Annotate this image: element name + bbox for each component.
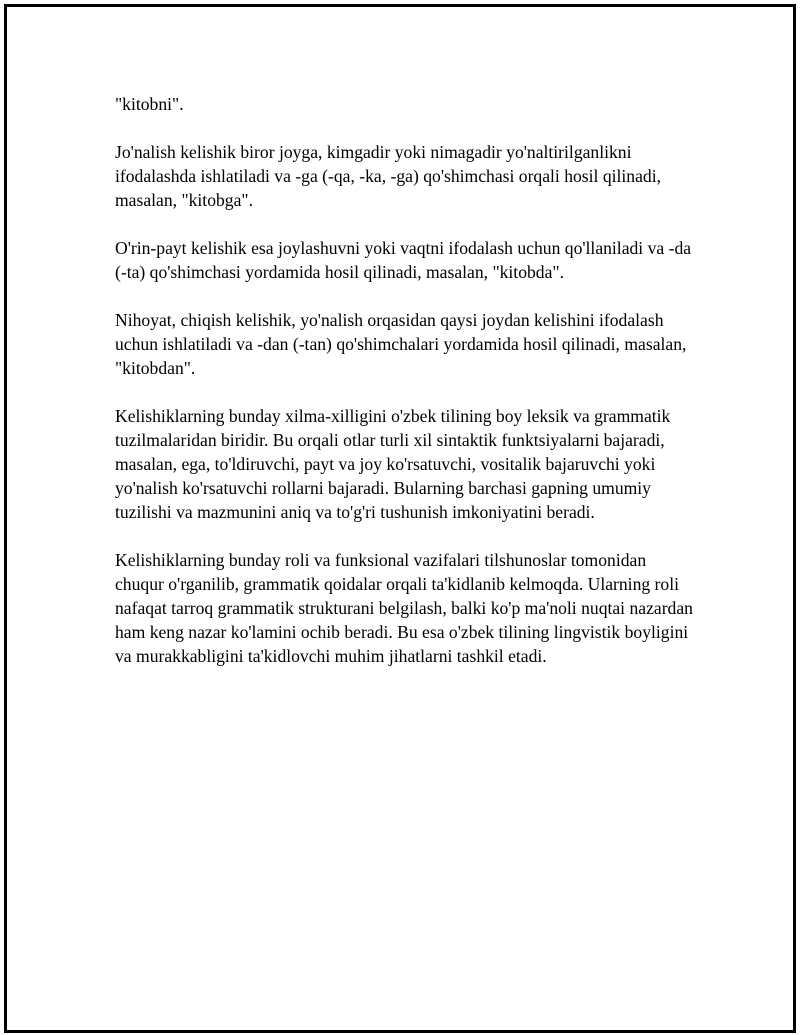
paragraph-kelishiklar-roli: Kelishiklarning bunday roli va funksional vazifalari tilshunoslar tomonidan chuqur o'rganilib, grammatik qoidalar orqali ta'kidlanib kelmoqda. Ularning roli nafaqat tarroq grammatik strukturani belgilash, balki ko'p ma'noli nuqtai nazardan ham keng nazar ko'lamini ochib beradi. Bu esa o'zbek tilining lingvistik boyligini va murakkabligini ta'kidlovchi muhim jihatlarni tashkil etadi. xyxy=(115,550,693,666)
paragraph-chiqish-kelishik: Nihoyat, chiqish kelishik, yo'nalish orqasidan qaysi joydan kelishini ifodalash uchun ishlatiladi va -dan (-tan) qo'shimchalari yordamida hosil qilinadi, masalan, "kitobdan". xyxy=(115,310,687,378)
document-body xyxy=(115,92,695,692)
paragraph-kelishiklar-xilma-xilligi: Kelishiklarning bunday xilma-xilligini o'zbek tilining boy leksik va grammatik tuzilmalaridan biridir. Bu orqali otlar turli xil sintaktik funktsiyalarni bajaradi, masalan, ega, to'ldiruvchi, payt va joy ko'rsatuvchi, vositalik bajaruvchi yoki yo'nalish ko'rsatuvchi rollarni bajaradi. Bularning barchasi gapning umumiy tuzilishi va mazmunini aniq va to'g'ri tushunish imkoniyatini beradi. xyxy=(115,406,671,522)
paragraph-orin-payt-kelishik: O'rin-payt kelishik esa joylashuvni yoki vaqtni ifodalash uchun qo'llaniladi va -da (-ta) qo'shimchasi yordamida hosil qilinadi, masalan, "kitobda". xyxy=(115,238,692,282)
paragraph-jonalish-kelishik: Jo'nalish kelishik biror joyga, kimgadir yoki nimagadir yo'naltirilganlikni ifodalashda ishlatiladi va -ga (-qa, -ka, -ga) qo'shimchasi orqali hosil qilinadi, masalan, "kitobga". xyxy=(115,142,661,210)
paragraph-continuation: "kitobni". xyxy=(115,94,184,114)
